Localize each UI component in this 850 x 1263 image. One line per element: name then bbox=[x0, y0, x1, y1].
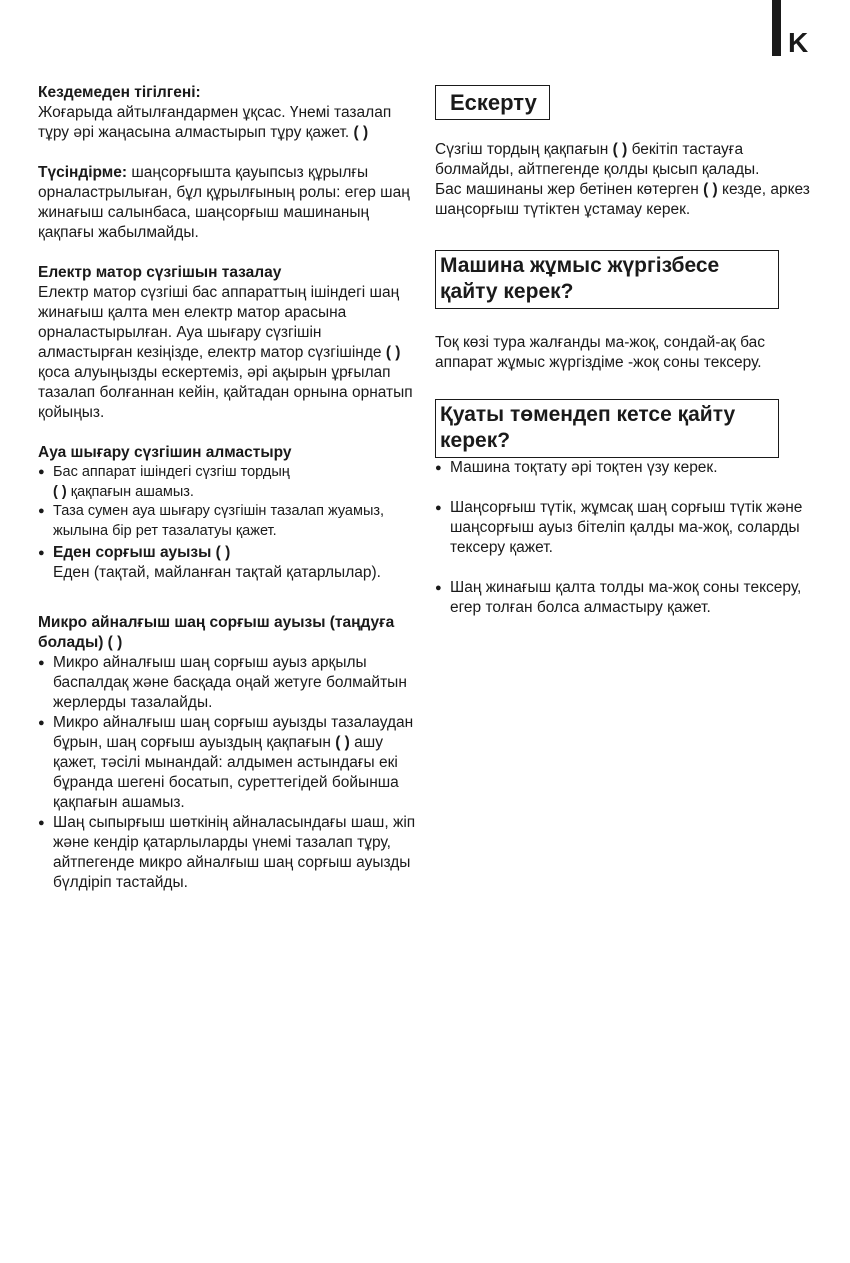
list-item-text: Бас аппарат ішіндегі сүзгіш тордың bbox=[53, 464, 290, 480]
warning-text: Сүзгіш тордың қақпағын bbox=[435, 141, 609, 158]
list-item bbox=[435, 498, 815, 558]
list-item-text: Еден (тақтай, майланған тақтай қатарлылар). bbox=[53, 564, 381, 581]
low-power-list bbox=[435, 458, 815, 618]
question-not-working-heading: Машина жұмыс жүргізбесе қайту керек? bbox=[435, 250, 779, 309]
list-item-text: Машина тоқтату әрі тоқтен үзу керек. bbox=[450, 459, 718, 476]
list-item-text: Микро айналғыш шаң сорғыш ауыз арқылы баспалдақ және басқада оңай жетуге болмайтын жерлерды тазалайды. bbox=[53, 654, 407, 711]
warning-text: бекітіп тастауға болмайды, айтпегенде қолды қысып қалады. bbox=[435, 141, 760, 178]
warning-paragraph bbox=[435, 180, 815, 220]
warning-text: Бас машинаны жер бетінен көтерген bbox=[435, 181, 699, 198]
section-micro-nozzle-title: Микро айналғыш шаң сорғыш ауызы (таңдуға болады) ( ) bbox=[38, 614, 395, 651]
list-item-text: Шаң жинағыш қалта толды ма-жоқ соны тексеру, егер толған болса алмастыру қажет. bbox=[450, 579, 802, 616]
section-exhaust-filter-title: Ауа шығару сүзгішин алмастыру bbox=[38, 444, 292, 461]
warning-paragraph bbox=[435, 140, 815, 180]
section-fabric-ref: ( ) bbox=[353, 124, 369, 141]
list-item bbox=[38, 463, 418, 502]
section-motor-filter-ref: ( ) bbox=[385, 344, 401, 361]
list-item bbox=[38, 543, 418, 583]
warning-ref: ( ) bbox=[703, 181, 718, 198]
list-item-ref: ( ) bbox=[53, 483, 67, 500]
section-motor-filter-body bbox=[38, 283, 418, 423]
section-explanation-title: Түсіндірме: bbox=[38, 164, 128, 181]
right-column bbox=[435, 85, 815, 618]
section-fabric bbox=[38, 83, 418, 143]
section-motor-filter-title: Електр матор сүзгішын тазалау bbox=[38, 264, 282, 281]
section-motor-filter bbox=[38, 263, 418, 423]
exhaust-filter-list bbox=[38, 463, 418, 583]
warning-body bbox=[435, 140, 815, 220]
section-explanation bbox=[38, 163, 418, 243]
section-fabric-title: Кездемеден тігілгені: bbox=[38, 84, 201, 101]
section-fabric-body bbox=[38, 103, 418, 143]
list-item bbox=[38, 713, 418, 813]
question-low-power-heading: Қуаты төмендеп кетсе қайту керек? bbox=[435, 399, 779, 458]
warning-heading: Ескерту bbox=[435, 85, 550, 120]
question-not-working-text: Тоқ көзі тура жалғанды ма-жоқ, сондай-ақ бас аппарат жұмыс жүргіздіме -жоқ соны тексеру. bbox=[435, 334, 765, 371]
list-item-text: Шаң сыпырғыш шөткінің айналасындағы шаш, жіп және кендір қатарлыларды үнемі тазалап тұру, айтпегенде микро айналғыш шаң сорғыш ауызды бүлдіріп тастайды. bbox=[53, 814, 416, 891]
list-item-title: Еден сорғыш ауызы ( ) bbox=[53, 544, 231, 561]
list-item bbox=[38, 653, 418, 713]
list-item-text: Микро айналғыш шаң сорғыш ауызды тазалаудан бұрын, шаң сорғыш ауыздың қақпағын bbox=[53, 714, 414, 751]
list-item bbox=[38, 813, 418, 893]
section-micro-nozzle bbox=[38, 613, 418, 893]
list-item bbox=[435, 578, 815, 618]
section-motor-filter-text-b: қоса алуыңызды ескертеміз, әрі ақырын ұрғылап тазалап болғаннан кейін, қайтадан орнына орнатып қойыңыз. bbox=[38, 364, 413, 421]
list-item-text: қақпағын ашамыз. bbox=[70, 483, 194, 500]
section-exhaust-filter bbox=[38, 443, 418, 583]
section-explanation-text: шаңсорғышта қауыпсыз құрылғы орналастрылыған, бұл құрылғының ролы: егер шаң жинағыш салынбаса, шаңсорғыш машинаның қақпағы жабылмайды. bbox=[38, 164, 410, 241]
section-explanation-body bbox=[38, 163, 418, 243]
left-column bbox=[38, 83, 418, 893]
section-fabric-text: Жоғарыда айтылғандармен ұқсас. Үнемі тазалап тұру әрі жаңасына алмастырып тұру қажет. bbox=[38, 104, 392, 141]
list-item-ref: ( ) bbox=[335, 734, 350, 751]
micro-nozzle-list bbox=[38, 653, 418, 893]
section-motor-filter-text-a: Електр матор сүзгіші бас аппараттың ішіндегі шаң жинағыш қалта мен електр матор арасына орналастырылған. Ауа шығару сүзгішін алмастырған кезіңізде, електр матор сүзгішінде bbox=[38, 284, 400, 361]
list-item-text: Шаңсорғыш түтік, жұмсақ шаң сорғыш түтік және шаңсорғыш ауыз бітеліп қалды ма-жоқ, соларды тексеру қажет. bbox=[450, 499, 803, 556]
question-not-working-body bbox=[435, 333, 815, 373]
warning-ref: ( ) bbox=[612, 141, 628, 158]
language-tab-bar bbox=[772, 0, 781, 56]
language-mark: K bbox=[788, 27, 809, 58]
warning-text: кезде, аркез шаңсорғыш түтіктен ұстамау керек. bbox=[435, 181, 810, 218]
list-item bbox=[38, 502, 418, 541]
list-item-text: Таза сумен ауа шығару сүзгішін тазалап жуамыз, жылына бір рет тазалатуы қажет. bbox=[53, 503, 385, 539]
list-item-text: ашу қажет, тәсілі мынандай: алдымен астындағы екі бұранда шегені босатып, суреттегідей бойынша қақпағын ашамыз. bbox=[53, 734, 399, 811]
list-item bbox=[435, 458, 815, 478]
